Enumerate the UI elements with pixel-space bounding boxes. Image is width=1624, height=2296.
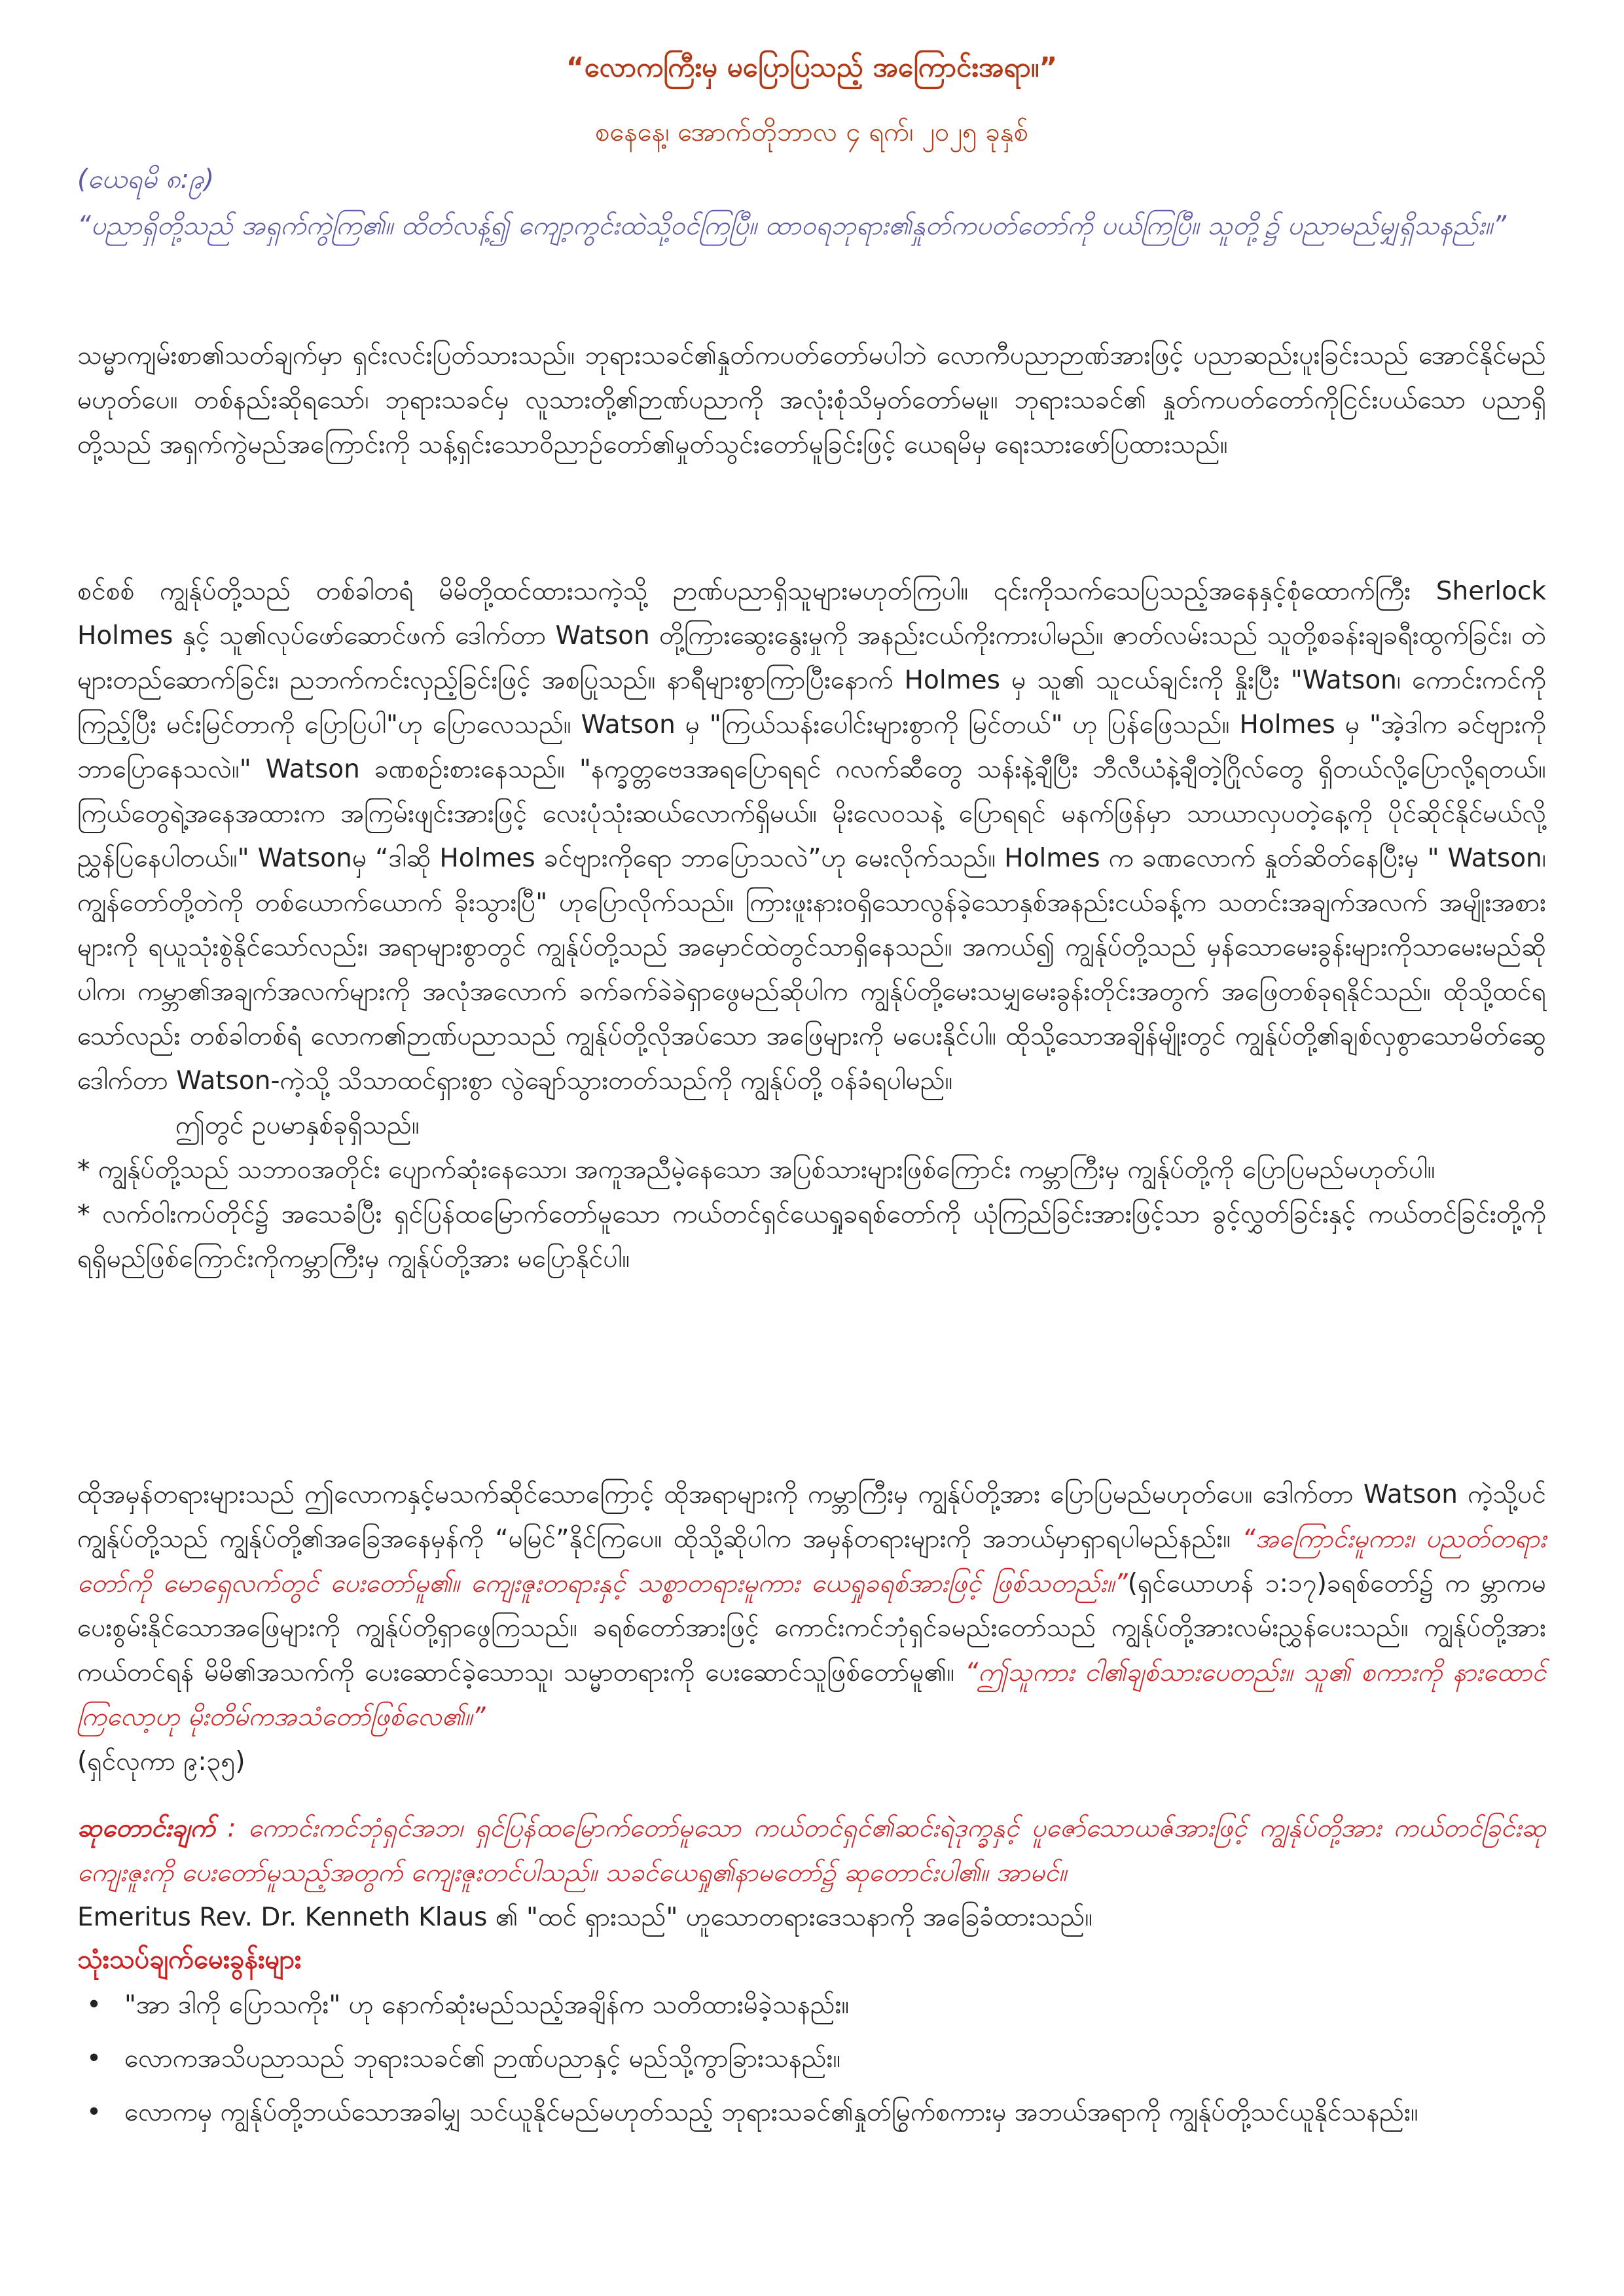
paragraph-truth <box>77 1473 1546 1784</box>
bullet-icon: • <box>86 2044 102 2073</box>
question-text: "အာ ဒါကို ပြောသကိုး" ဟု နောက်ဆုံးမည်သည့်အချိန်က သတိထားမိခဲ့သနည်း။ <box>124 1990 850 2020</box>
bullet-icon: • <box>86 2098 102 2127</box>
prayer-credit: Emeritus Rev. Dr. Kenneth Klaus ၏ "ထင် ရှားသည်" ဟူသောတရားဒေသနာကို အခြေခံထားသည်။ <box>77 1903 1093 1932</box>
bullet-icon: • <box>86 1990 102 2020</box>
list-item <box>77 2037 1546 2081</box>
luke-reference: (ရှင်လုကာ ၉:၃၅) <box>77 1747 245 1776</box>
prayer-section <box>77 1806 1546 1940</box>
page-date: စနေနေ့၊ အောက်တိုဘာလ ၄ ရက်၊ ၂၀၂၅ ခုနှစ် <box>594 117 1028 147</box>
scripture-reference: (ယေရမိ ၈:၉) <box>77 164 215 194</box>
truth-text-b: (ရှင်ယောဟန် ၁:၁၇)ခရစ်တော်၌ က မ္ဘာကမပေးစွမ်းနိုင်သောအဖြေများကို ကျွန်ုပ်တို့ရှာဖွေကြသည်။ ခရစ်တော်အားဖြင့် ကောင်းကင်ဘုံရှင်ခမည်းတော်သည် ကျွန်ုပ်တို့အားလမ်းညွှန်ပေးသည်။ ကျွန်ုပ်တို့အားကယ်တင်ရန် မိမိ၏အသက်ကို ပေးဆောင်ခဲ့သောသူ၊ သမ္မာတရားကို ပေးဆောင်သူဖြစ်တော်မူ၏။ <box>77 1569 1546 1687</box>
john-quote: “အကြောင်းမူကား၊ ပညတ်တရားတော်ကို မောရှေလက်တွင် ပေးတော်မူ၏။ ကျေးဇူးတရားနှင့် သစ္စာတရားမူကား ယေရှုခရစ်အားဖြင့် ဖြစ်သတည်း။” <box>77 1524 1546 1598</box>
list-item <box>77 1983 1546 2028</box>
reflection-questions <box>77 1983 1546 2144</box>
prayer-label: ဆုတောင်းချက် <box>77 1814 215 1843</box>
scripture-quote: “ပညာရှိတို့သည် အရှက်ကွဲကြ၏။ ထိတ်လန့်၍ ကျော့ကွင်းထဲသို့ဝင်ကြပြီ။ ထာဝရဘုရား၏နှုတ်ကပတ်တော်ကို ပယ်ကြပြီ။ သူတို့၌ ပညာမည်မျှရှိသနည်း။” <box>77 211 1507 241</box>
page-title: “လောကကြီးမှ မပြောပြသည့် အကြောင်းအရာ။” <box>566 51 1058 83</box>
story-text: စင်စစ် ကျွန်ုပ်တို့သည် တစ်ခါတရံ မိမိတို့ထင်ထားသကဲ့သို့ ဉာဏ်ပညာရှိသူများမဟုတ်ကြပါ။ ၎င်းကိုသက်သေပြသည့်အနေနှင့်စုံထောက်ကြီး Sherlock Holmes နှင့် သူ၏လုပ်ဖော်ဆောင်ဖက် ဒေါက်တာ Watson တို့ကြားဆွေးနွေးမှုကို အနည်းငယ်ကိုးကားပါမည်။ ဇာတ်လမ်းသည် သူတို့စခန်းချခရီးထွက်ခြင်း၊ တဲများတည်ဆောက်ခြင်း၊ ညဘက်ကင်းလှည့်ခြင်းဖြင့် အစပြုသည်။ နာရီများစွာကြာပြီးနောက် Holmes မှ သူ၏ သူငယ်ချင်းကို နှိုးပြီး "Watson၊ ကောင်းကင်ကို ကြည့်ပြီး မင်းမြင်တာကို ပြောပြပါ"ဟု ပြောလေသည်။ Watson မှ "ကြယ်သန်းပေါင်းများစွာကို မြင်တယ်" ဟု ပြန်ဖြေသည်။ Holmes မှ "အဲ့ဒါက ခင်ဗျားကို ဘာပြောနေသလဲ။" Watson ခဏစဉ်းစားနေသည်။ "နက္ခတ္တဗေဒအရပြောရရင် ဂလက်ဆီတွေ သန်းနဲ့ချီပြီး ဘီလီယံနဲ့ချီတဲ့ဂြိုလ်တွေ ရှိတယ်လို့ပြောလို့ရတယ်။ ကြယ်တွေရဲ့အနေအထားက အကြမ်းဖျင်းအားဖြင့် လေးပုံသုံးဆယ်လောက်ရှိမယ်။ မိုးလေဝသနဲ့ ပြောရရင် မနက်ဖြန်မှာ သာယာလှပတဲ့နေ့ကို ပိုင်ဆိုင်နိုင်မယ်လို့ ညွှန်ပြနေပါတယ်။" Watsonမှ “ဒါဆို Holmes ခင်ဗျားကိုရော ဘာပြောသလဲ”ဟု မေးလိုက်သည်။ Holmes က ခဏလောက် နှုတ်ဆိတ်နေပြီးမှ " Watson၊ ကျွန်တော်တို့တဲကို တစ်ယောက်ယောက် ခိုးသွားပြီ" ဟုပြောလိုက်သည်။ ကြားဖူးနားဝရှိသောလွန်ခဲ့သောနှစ်အနည်းငယ်ခန့်က သတင်းအချက်အလက် အမျိုးအစားများကို ရယူသုံးစွဲနိုင်သော်လည်း၊ အရာများစွာတွင် ကျွန်ုပ်တို့သည် အမှောင်ထဲတွင်သာရှိနေသည်။ အကယ်၍ ကျွန်ုပ်တို့သည် မှန်သောမေးခွန်းများကိုသာမေးမည်ဆိုပါက၊ ကမ္ဘာ၏အချက်အလက်များကို အလုံအလောက် ခက်ခက်ခဲခဲရှာဖွေမည်ဆိုပါက ကျွန်ုပ်တို့မေးသမျှမေးခွန်းတိုင်းအတွက် အဖြေတစ်ခုရနိုင်သည်။ ထိုသို့ထင်ရသော်လည်း တစ်ခါတစ်ရံ လောက၏ဉာဏ်ပညာသည် ကျွန်ုပ်တို့လိုအပ်သော အဖြေများကို မပေးနိုင်ပါ။ ထိုသို့သောအချိန်မျိုးတွင် ကျွန်ုပ်တို့၏ချစ်လှစွာသောမိတ်ဆွေ ဒေါက်တာ Watson-ကဲ့သို့ သိသာထင်ရှားစွာ လွဲချော်သွားတတ်သည်ကို ကျွန်ုပ်တို့ ဝန်ခံရပါမည်။ <box>77 577 1546 1096</box>
example-item-1: * ကျွန်ုပ်တို့သည် သဘာဝအတိုင်း ပျောက်ဆုံးနေသော၊ အကူအညီမဲ့နေသော အပြစ်သားများဖြစ်ကြောင်း ကမ္ဘာကြီးမှ ကျွန်ုပ်တို့ကို ပြောပြမည်မဟုတ်ပါ။ <box>77 1155 1435 1185</box>
question-text: လောကအသိပညာသည် ဘုရားသခင်၏ ဉာဏ်ပညာနှင့် မည်သို့ကွာခြားသနည်း။ <box>124 2044 841 2073</box>
paragraph-intro: သမ္မာကျမ်းစာ၏သတ်ချက်မှာ ရှင်းလင်းပြတ်သားသည်။ ဘုရားသခင်၏နှုတ်ကပတ်တော်မပါဘဲ လောကီပညာဉာဏ်အားဖြင့် ပညာဆည်းပူးခြင်းသည် အောင်နိုင်မည်မဟုတ်ပေ။ တစ်နည်းဆိုရသော်၊ ဘုရားသခင်မှ လူသားတို့၏ဉာဏ်ပညာကို အလုံးစုံသိမှတ်တော်မမူ။ ဘုရားသခင်၏ နှုတ်ကပတ်တော်ကိုငြင်းပယ်သော ပညာရှိတို့သည် အရှက်ကွဲမည်အကြောင်းကို သန့်ရှင်းသောဝိညာဉ်တော်၏မှုတ်သွင်းတော်မူခြင်းဖြင့် ယေရမိမှ ရေးသားဖော်ပြထားသည်။ <box>77 341 1546 459</box>
examples-intro: ဤတွင် ဥပမာနှစ်ခုရှိသည်။ <box>175 1111 420 1140</box>
question-text: လောကမှ ကျွန်ုပ်တို့ဘယ်သောအခါမျှ သင်ယူနိုင်မည်မဟုတ်သည့် ဘုရားသခင်၏နှုတ်မြွက်စကားမှ အဘယ်အရာကို ကျွန်ုပ်တို့သင်ယူနိုင်သနည်း။ <box>124 2098 1418 2127</box>
paragraph-story <box>77 569 1546 1282</box>
prayer-text: ကောင်းကင်ဘုံရှင်အဘ၊ ရှင်ပြန်ထမြောက်တော်မူသော ကယ်တင်ရှင်၏ဆင်းရဲဒုက္ခနှင့် ပူဇော်သောယဇ်အားဖြင့် ကျွန်ုပ်တို့အား ကယ်တင်ခြင်းဆုကျေးဇူးကို ပေးတော်မူသည့်အတွက် ကျေးဇူးတင်ပါသည်။ သခင်ယေရှု၏နာမတော်၌ ဆုတောင်းပါ၏။ အာမင်။ <box>77 1814 1547 1888</box>
reflection-heading: သုံးသပ်ချက်မေးခွန်းများ <box>77 1945 302 1975</box>
prayer-separator: : <box>215 1814 249 1843</box>
example-item-2: * လက်ဝါးကပ်တိုင်၌ အသေခံပြီး ရှင်ပြန်ထမြောက်တော်မူသော ကယ်တင်ရှင်ယေရှုခရစ်တော်ကို ယုံကြည်ခြင်းအားဖြင့်သာ ခွင့်လွှတ်ခြင်းနှင့် ကယ်တင်ခြင်းတို့ကို ရရှိမည်ဖြစ်ကြောင်းကိုကမ္ဘာကြီးမှ ကျွန်ုပ်တို့အား မပြောနိုင်ပါ။ <box>77 1200 1546 1274</box>
list-item <box>77 2090 1546 2135</box>
luke-quote: “ဤသူကား ငါ၏ချစ်သားပေတည်း။ သူ၏ စကားကို နားထောင်ကြလော့ဟု မိုးတိမ်ကအသံတော်ဖြစ်လေ၏။” <box>77 1658 1546 1732</box>
truth-text-a: ထိုအမှန်တရားများသည် ဤလောကနှင့်မသက်ဆိုင်သောကြောင့် ထိုအရာများကို ကမ္ဘာကြီးမှ ကျွန်ုပ်တို့အား ပြောပြမည်မဟုတ်ပေ။ ဒေါက်တာ Watson ကဲ့သို့ပင် ကျွန်ုပ်တို့သည် ကျွန်ုပ်တို့၏အခြေအနေမှန်ကို “မမြင်”နိုင်ကြပေ။ ထိုသို့ဆိုပါက အမှန်တရားများကို အဘယ်မှာရှာရပါမည်နည်း။ <box>77 1480 1546 1554</box>
